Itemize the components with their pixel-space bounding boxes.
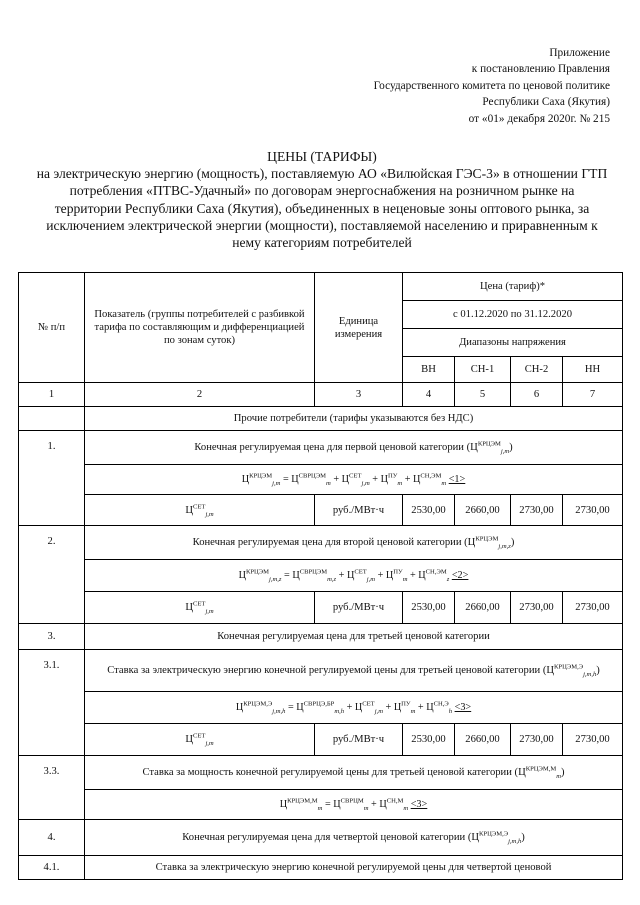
document-title: ЦЕНЫ (ТАРИФЫ) (267, 149, 377, 164)
value-sn2: 2730,00 (511, 724, 563, 756)
row-label: Конечная регулируемая цена для второй ценовой категории $(Ц^{КРЦЭМ}_{j,m,z})$ (85, 526, 623, 560)
colnum-cell: 4 (403, 383, 455, 407)
formula-cell: $Ц^{КРЦЭМ,Э}_{j,m,h} = Ц^{СВРЦЭ,БР}_{m,h} + Ц^{СЕТ}_{j,m} + Ц^{ПУ}_m + Ц^{СН,Э}_h <3>$ (85, 692, 623, 724)
value-nn: 2730,00 (563, 495, 623, 526)
row-unit: руб./МВт·ч (315, 592, 403, 624)
row-unit: руб./МВт·ч (315, 724, 403, 756)
section-other-consumers: Прочие потребители (тарифы указываются без НДС) (85, 407, 623, 431)
row-label: Ставка за мощность конечной регулируемой цены для третьей ценовой категории $(Ц^{КРЦЭМ,М}_m)$ (85, 756, 623, 790)
appendix-header (374, 45, 610, 127)
value-sn2: 2730,00 (511, 592, 563, 624)
header-num-cell: № п/п (19, 273, 85, 383)
row-num: 2. (19, 526, 85, 624)
colnum-cell: 7 (563, 383, 623, 407)
row-label: Ставка за электрическую энергию конечной регулируемой цены для третьей ценовой категории $(Ц^{КРЦЭМ,Э}_{j,m,h})$ (85, 650, 623, 692)
row-label: Конечная регулируемая цена для четвертой ценовой категории $(Ц^{КРЦЭМ,Э}_{j,m,h})$ (85, 820, 623, 856)
row-label: Ставка за электрическую энергию конечной регулируемой цены для четвертой ценовой (85, 856, 623, 880)
value-nn: 2730,00 (563, 724, 623, 756)
row-num: 3.1. (19, 650, 85, 756)
row-indicator: $Ц^{СЕТ}_{j,m}$ (85, 724, 315, 756)
value-sn2: 2730,00 (511, 495, 563, 526)
colnum-cell: 3 (315, 383, 403, 407)
title-block (36, 148, 608, 251)
row-num: 3.3. (19, 756, 85, 820)
header-price-cell: Цена (тариф)* (403, 273, 623, 301)
value-sn1: 2660,00 (455, 724, 511, 756)
row-unit: руб./МВт·ч (315, 495, 403, 526)
empty-cell (19, 407, 85, 431)
formula-cell: $Ц^{КРЦЭМ}_{j,m} = Ц^{СВРЦЭМ}_m + Ц^{СЕТ}_{j,m} + Ц^{ПУ}_m + Ц^{СН,ЭМ}_m <1>$ (85, 465, 623, 495)
colnum-cell: 5 (455, 383, 511, 407)
voltage-nn: НН (563, 357, 623, 383)
value-sn1: 2660,00 (455, 592, 511, 624)
value-vn: 2530,00 (403, 724, 455, 756)
value-sn1: 2660,00 (455, 495, 511, 526)
row-indicator: $Ц^{СЕТ}_{j,m}$ (85, 495, 315, 526)
row-num: 3. (19, 624, 85, 650)
header-unit-cell: Единица измерения (315, 273, 403, 383)
row-label: Конечная регулируемая цена для первой ценовой категории $(Ц^{КРЦЭМ}_{j,m})$ (85, 431, 623, 465)
formula-cell: $Ц^{КРЦЭМ,М}_m = Ц^{СВРЦМ}_m + Ц^{СН,М}_m <3>$ (85, 790, 623, 820)
header-indicator-cell: Показатель (группы потребителей с разбивкой тарифа по составляющим и дифференциацией по зонам суток) (85, 273, 315, 383)
colnum-cell: 1 (19, 383, 85, 407)
header-line: от «01» декабря 2020г. № 215 (468, 112, 610, 125)
voltage-vn: ВН (403, 357, 455, 383)
row-num: 4.1. (19, 856, 85, 880)
value-vn: 2530,00 (403, 495, 455, 526)
voltage-sn1: СН-1 (455, 357, 511, 383)
value-vn: 2530,00 (403, 592, 455, 624)
value-nn: 2730,00 (563, 592, 623, 624)
header-line: Государственного комитета по ценовой политике (373, 79, 610, 92)
document-subtitle: на электрическую энергию (мощность), поставляемую АО «Вилюйская ГЭС-3» в отношении ГТП потребления «ПТВС-Удачный» по договорам энергоснабжения на розничном рынке на территории Республики Саха (Якутия), объединенных в неценовые зоны оптового рынка, за исключением электрической энергии (мощности), поставляемой населению и приравненным к нему категориям потребителей (36, 166, 608, 251)
row-num: 1. (19, 431, 85, 526)
header-line: Приложение (549, 47, 610, 59)
row-num: 4. (19, 820, 85, 856)
row-indicator: $Ц^{СЕТ}_{j,m}$ (85, 592, 315, 624)
header-ranges-cell: Диапазоны напряжения (403, 329, 623, 357)
voltage-sn2: СН-2 (511, 357, 563, 383)
column-number-row (19, 383, 623, 407)
formula-cell: $Ц^{КРЦЭМ}_{j,m,z} = Ц^{СВРЦЭМ}_{m,z} + Ц^{СЕТ}_{j,m} + Ц^{ПУ}_m + Ц^{СН,ЭМ}_z <2>$ (85, 560, 623, 592)
header-line: Республики Саха (Якутия) (482, 96, 610, 109)
row-label: Конечная регулируемая цена для третьей ценовой категории (85, 624, 623, 650)
colnum-cell: 2 (85, 383, 315, 407)
tariff-table (18, 272, 623, 880)
header-line: к постановлению Правления (471, 63, 610, 76)
header-period-cell: с 01.12.2020 по 31.12.2020 (403, 301, 623, 329)
colnum-cell: 6 (511, 383, 563, 407)
